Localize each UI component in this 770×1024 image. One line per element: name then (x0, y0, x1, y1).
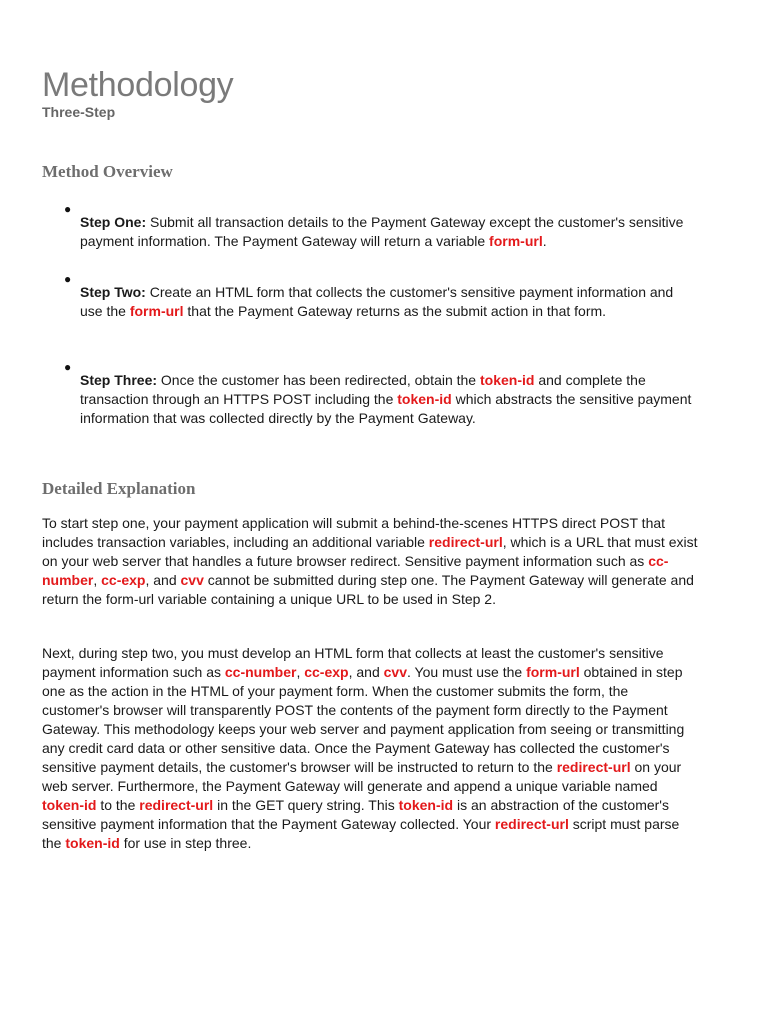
text-run: obtained in step one as the action in the HTML of your payment form. When the customer submits the form, the customer's browser will transparently POST the contents of the payment form directly to the Payment Gateway. This methodology keeps your web server and payment application from seeing or transmitting any credit card data or other sensitive data. Once the Payment Gateway has collected the customer's sensitive payment details, the customer's browser will be instructed to return to the (42, 664, 685, 775)
text-run: , (296, 664, 305, 680)
variable-name: redirect-url (494, 816, 569, 832)
variable-name: token-id (480, 372, 535, 388)
step-text (80, 371, 695, 428)
text-run: Once the customer has been redirected, obtain the (157, 372, 480, 388)
text-run: , and (348, 664, 384, 680)
step-description (80, 372, 691, 426)
text-run: which abstracts the sensitive payment information that was collected directly by the Payment Gateway. (80, 391, 692, 426)
step-label: Step One: (80, 214, 147, 230)
step-label: Step Three: (80, 372, 158, 388)
variable-name: form-url (129, 303, 184, 319)
step-text (80, 213, 695, 251)
text-run: . (542, 233, 547, 249)
text-run: on your web server. Furthermore, the Payment Gateway will generate and append a unique variable named (42, 759, 682, 794)
variable-name: redirect-url (428, 534, 503, 550)
text-run: Submit all transaction details to the Payment Gateway except the customer's sensitive payment information. The Payment Gateway will return a variable (80, 214, 684, 249)
variable-name: token-id (65, 835, 120, 851)
variable-name: token-id (397, 391, 452, 407)
text-run: To start step one, your payment application will submit a behind-the-scenes HTTPS direct POST that includes transaction variables, including an additional variable (42, 515, 666, 550)
step-description (80, 284, 673, 319)
variable-name: redirect-url (139, 797, 214, 813)
step-label: Step Two: (80, 284, 146, 300)
text-run: to the (96, 797, 140, 813)
variable-name: cvv (180, 572, 204, 588)
text-run: Next, during step two, you must develop an HTML form that collects at least the customer's sensitive payment information such as (42, 645, 664, 680)
section-heading-overview: Method Overview (42, 162, 173, 181)
text-run: . You must use the (406, 664, 527, 680)
section-heading-detailed: Detailed Explanation (42, 479, 196, 498)
variable-name: token-id (398, 797, 454, 813)
variable-name: token-id (42, 797, 97, 813)
text-run: for use in step three. (119, 835, 252, 851)
bullet-icon: ● (64, 202, 72, 216)
bullet-icon: ● (64, 272, 72, 286)
step-text (80, 283, 695, 321)
variable-name: cc-number (224, 664, 297, 680)
page-subtitle: Three-Step (42, 104, 116, 120)
text-run: is an abstraction of the customer's sensitive payment information that the Payment Gateway collected. Your (42, 797, 669, 832)
paragraph-step-two (42, 644, 698, 853)
text-run: , which is a URL that must exist on your web server that handles a future browser redirect. Sensitive payment information such as (42, 534, 698, 569)
variable-name: form-url (489, 233, 543, 249)
text-run: that the Payment Gateway returns as the submit action in that form. (183, 303, 607, 319)
variable-name: cvv (383, 664, 407, 680)
text-run: cannot be submitted during step one. The Payment Gateway will generate and return the form-url variable containing a unique URL to be used in Step 2. (42, 572, 694, 607)
text-run: Create an HTML form that collects the customer's sensitive payment information and use the (80, 284, 674, 319)
paragraph-step-one (42, 514, 698, 609)
variable-name: form-url (526, 664, 580, 680)
variable-name: cc-exp (304, 664, 349, 680)
variable-name: redirect-url (556, 759, 631, 775)
page-title: Methodology (42, 66, 234, 104)
text-run: , (93, 572, 102, 588)
text-run: , and (145, 572, 181, 588)
bullet-icon: ● (64, 360, 72, 374)
variable-name: cc-number (42, 553, 669, 588)
text-run: script must parse the (42, 816, 680, 851)
step-description (80, 214, 683, 249)
text-run: and complete the transaction through an HTTPS POST including the (80, 372, 646, 407)
text-run: in the GET query string. This (213, 797, 399, 813)
variable-name: cc-exp (101, 572, 146, 588)
